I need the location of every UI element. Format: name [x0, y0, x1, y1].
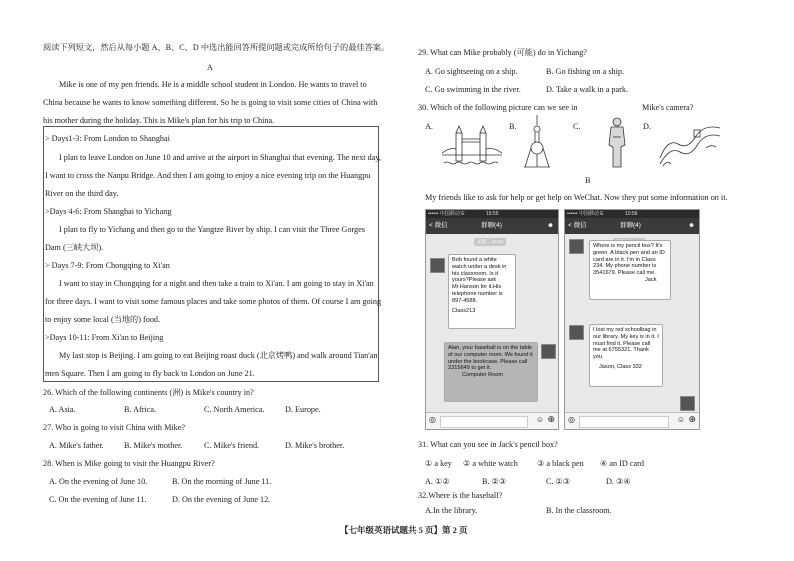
plan-heading-1: > Days1-3: From London to Shanghai: [45, 134, 170, 143]
avatar[interactable]: [541, 344, 556, 359]
chat-nav-bar: [565, 218, 699, 234]
question-30-b: Mike's camera?: [642, 103, 694, 112]
q28-option-c[interactable]: C. On the evening of June 11.: [49, 495, 147, 504]
q30-option-d[interactable]: D.: [643, 122, 651, 131]
clock: 10:56: [625, 211, 638, 217]
q31-item-1: ① a key: [425, 459, 452, 468]
back-button[interactable]: < 微信: [429, 222, 448, 229]
q30-option-b[interactable]: B.: [509, 122, 517, 131]
chat-title: 群聊(4): [620, 222, 641, 229]
q28-option-a[interactable]: A. On the evening of June 10.: [49, 477, 148, 486]
section-b-intro: My friends like to ask for help or get help on WeChat. Now they put some information on it.: [425, 193, 728, 202]
emoji-icon[interactable]: ☺: [676, 415, 685, 424]
message-text: Where is my pencil box? It's green. A black pen and an ID card are in it. I'm in Class 234. My phone number is 3541679. Please call me.: [593, 243, 665, 277]
q31-item-2: ② a white watch: [463, 459, 518, 468]
plan-heading-4: >Days 10-11: From Xi'an to Beijing: [45, 333, 164, 342]
q26-option-b[interactable]: B. Africa.: [124, 405, 157, 414]
q26-option-d[interactable]: D. Europe.: [285, 405, 321, 414]
section-a-label: A: [207, 63, 213, 72]
plan-line: River on the third day.: [45, 189, 119, 198]
plan-heading-2: >Days 4-6: From Shanghai to Yichang: [45, 207, 172, 216]
q30-option-c[interactable]: C.: [573, 122, 581, 131]
q26-option-c[interactable]: C. North America.: [204, 405, 265, 414]
plus-icon[interactable]: ⊕: [547, 414, 555, 424]
plan-line: I plan to fly to Yichang and then go to the Yangtze River by ship. I can visit the Three Gorges: [59, 225, 365, 234]
message-input[interactable]: [440, 416, 528, 428]
carrier-label: •••••• 中国移动 E: [567, 211, 604, 217]
clock: 16:55: [486, 211, 499, 217]
q31-item-4: ④ an ID card: [600, 459, 644, 468]
instructions: 阅读下列短文，然后从每小题 A、B、C、D 中选出能回答所提问题或完成所给句子的最佳答案。: [43, 43, 390, 52]
oriental-pearl-tower-icon[interactable]: [522, 115, 552, 170]
group-members-icon[interactable]: ☻: [688, 222, 695, 229]
q26-option-a[interactable]: A. Asia.: [49, 405, 76, 414]
question-31: 31. What can you see in Jack's pencil box?: [418, 440, 558, 449]
tower-bridge-icon[interactable]: [442, 123, 502, 167]
q31-option-d[interactable]: D. ③④: [606, 477, 631, 486]
question-30-a: 30. Which of the following picture can we see in: [418, 103, 578, 112]
question-26: 26. Which of the following continents (洲) is Mike's country in?: [43, 388, 254, 397]
avatar[interactable]: [430, 258, 445, 273]
message-text: Bob found a white watch under a desk in his classroom. Is it yours?Please ask Mr.Hanson for it.His telephone number is 897-4588.: [452, 257, 507, 304]
voice-icon[interactable]: ◎: [568, 415, 575, 424]
message-text: I lost my red schoolbag in our library. My key is in it. I must find it. Please call me at 6755321. Thank you.: [593, 327, 659, 361]
wechat-screen-left: [425, 209, 559, 430]
plus-icon[interactable]: ⊕: [688, 414, 696, 424]
question-27: 27. Who is going to visit China with Mike?: [43, 423, 185, 432]
message-input-bar: [426, 412, 558, 429]
plan-line: I want to stay in Chongqing for a night and then take a train to Xi'an. I am going to stay in Xi'an: [59, 279, 374, 288]
chat-title: 群聊(4): [481, 222, 502, 229]
emoji-icon[interactable]: ☺: [535, 415, 544, 424]
status-bar: [426, 210, 558, 218]
message-input[interactable]: [579, 416, 669, 428]
q27-option-c[interactable]: C. Mike's friend.: [204, 441, 260, 450]
plan-line: Dam (三峡大坝).: [45, 243, 104, 252]
q32-option-b[interactable]: B. In the classroom.: [546, 506, 612, 515]
q27-option-b[interactable]: B. Mike's mother.: [124, 441, 183, 450]
message-text: Alan, your baseball is on the table of our computer room. We found it under the bookcase. Please call 2315649 to get it.: [448, 345, 533, 372]
message-bubble: [589, 240, 671, 300]
plan-line: for three days. I want to visit some famous places and take some photos of them. Of course I am going: [45, 297, 382, 306]
plan-line: men Square. Then I am going to fly back to London on June 21.: [45, 369, 255, 378]
q30-option-a[interactable]: A.: [425, 122, 433, 131]
plan-line: I plan to leave London on June 10 and arrive at the airport in Shanghai that evening. The next day,: [59, 153, 381, 162]
chat-nav-bar: [426, 218, 558, 234]
carrier-label: •••••• 中国移动 E: [428, 211, 465, 217]
q28-option-b[interactable]: B. On the morning of June 11.: [172, 477, 272, 486]
great-wall-icon[interactable]: [658, 118, 722, 168]
terracotta-warrior-icon[interactable]: [603, 115, 631, 170]
avatar[interactable]: [680, 396, 695, 411]
message-input-bar: [565, 412, 699, 429]
q31-option-a[interactable]: A. ①②: [425, 477, 450, 486]
passage-line-3: his mother during the holiday. This is Mike's plan for his trip to China.: [43, 116, 275, 125]
back-button[interactable]: < 微信: [568, 222, 587, 229]
avatar[interactable]: [569, 239, 584, 254]
question-29: 29. What can Mike probably (可能) do in Yichang?: [418, 48, 587, 57]
question-32: 32.Where is the baseball?: [418, 491, 503, 500]
q29-option-a[interactable]: A. Go sightseeing on a ship.: [425, 67, 518, 76]
passage-line-1: Mike is one of my pen friends. He is a middle school student in London. He wants to travel to: [59, 80, 367, 89]
plan-heading-3: > Days 7-9: From Chongqing to Xi'an: [45, 261, 170, 270]
q28-option-d[interactable]: D. On the evening of June 12.: [172, 495, 271, 504]
plan-line: I want to cross the Nanpu Bridge. And then I am going to enjoy a nice evening trip on the Huangpu: [45, 171, 371, 180]
passage-line-2: China because he wants to know something different. So he is going to visit some cities of China with: [43, 98, 378, 107]
q31-option-c[interactable]: C. ①③: [546, 477, 571, 486]
message-signature: Jack: [645, 276, 657, 283]
trip-plan-box: [43, 126, 382, 382]
plan-line: My last stop is Beijing. I am going to eat Beijing roast duck (北京烤鸭) and walk around Tian'an: [59, 351, 378, 360]
message-signature: Class213: [452, 307, 476, 314]
status-bar: [565, 210, 699, 218]
message-signature: Computer Room: [462, 372, 504, 379]
message-signature: Jason, Class 332: [599, 363, 642, 370]
message-bubble: [589, 324, 663, 387]
avatar[interactable]: [569, 325, 584, 340]
voice-icon[interactable]: ◎: [429, 415, 436, 424]
q27-option-d[interactable]: D. Mike's brother.: [285, 441, 345, 450]
plan-line: to enjoy some local (当地的) food.: [45, 315, 161, 324]
question-28: 28. When is Mike going to visit the Huangpu River?: [43, 459, 215, 468]
q27-option-a[interactable]: A. Mike's father.: [49, 441, 104, 450]
q31-option-b[interactable]: B. ②③: [482, 477, 507, 486]
group-members-icon[interactable]: ☻: [547, 222, 554, 229]
timestamp: 星期二 12:24: [474, 238, 506, 246]
wechat-screen-right: [564, 209, 700, 430]
q32-option-a[interactable]: A.In the library.: [425, 506, 478, 515]
q29-option-b[interactable]: B. Go fishing on a ship.: [546, 67, 625, 76]
q31-item-3: ③ a black pen: [537, 459, 584, 468]
message-bubble: [444, 342, 538, 402]
q29-option-d[interactable]: D. Take a walk in a park.: [546, 85, 629, 94]
q29-option-c[interactable]: C. Go swimming in the river.: [425, 85, 521, 94]
message-bubble: [448, 254, 516, 329]
page-footer: 【七年级英语试题共 5 页】第 2 页: [340, 525, 468, 535]
section-b-label: B: [585, 176, 591, 185]
